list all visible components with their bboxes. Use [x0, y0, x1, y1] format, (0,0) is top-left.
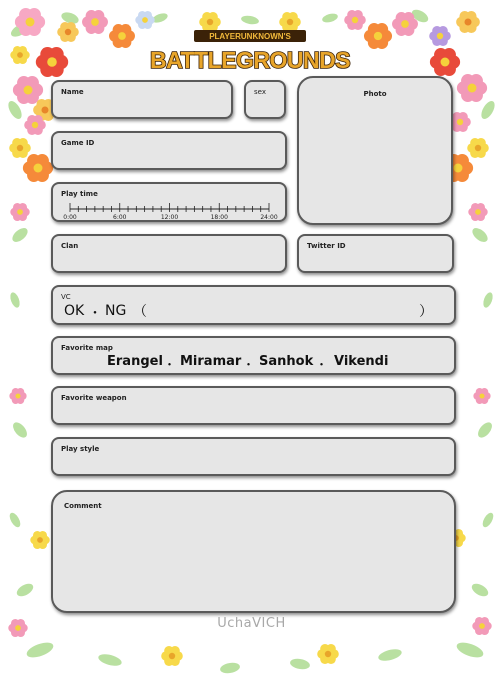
map-option-erangel[interactable]: Erangel — [107, 354, 163, 369]
leaf-decoration — [470, 581, 491, 599]
flower-decoration — [467, 138, 489, 158]
leaf-decoration — [8, 511, 23, 529]
vc-ok-option[interactable]: OK — [64, 303, 85, 319]
play-time-label: Play time — [61, 190, 98, 198]
flower-decoration — [9, 388, 26, 404]
vc-separator: ・ — [88, 306, 102, 322]
leaf-decoration — [240, 14, 259, 25]
flower-decoration — [457, 74, 487, 102]
leaf-decoration — [479, 99, 498, 121]
flower-decoration — [364, 23, 392, 49]
leaf-decoration — [470, 225, 490, 244]
leaf-decoration — [9, 291, 22, 309]
game-id-label: Game ID — [61, 139, 95, 147]
tick-label: 6:00 — [113, 214, 127, 221]
map-option-sanhok[interactable]: Sanhok — [259, 354, 314, 369]
leaf-decoration — [481, 511, 496, 529]
vc-label: VC — [61, 293, 71, 301]
clan-label: Clan — [61, 242, 79, 250]
favorite-weapon-label: Favorite weapon — [61, 394, 127, 402]
leaf-decoration — [97, 652, 123, 668]
twitter-id-field[interactable] — [297, 234, 454, 273]
play-style-field[interactable] — [51, 437, 456, 476]
leaf-decoration — [25, 640, 55, 661]
favorite-weapon-field[interactable] — [51, 386, 456, 425]
leaf-decoration — [482, 291, 495, 309]
flower-decoration — [473, 388, 490, 404]
play-style-label: Play style — [61, 445, 100, 453]
favorite-map-label: Favorite map — [61, 344, 113, 352]
flower-decoration — [10, 203, 29, 221]
flower-decoration — [30, 531, 49, 549]
leaf-decoration — [289, 657, 310, 670]
sex-field[interactable] — [244, 80, 286, 119]
photo-label: Photo — [363, 90, 387, 98]
flower-decoration — [456, 11, 480, 33]
logo-line1: PLAYERUNKNOWN'S — [209, 32, 291, 41]
twitter-id-label: Twitter ID — [307, 242, 346, 250]
game-id-field[interactable] — [51, 131, 287, 170]
leaf-decoration — [475, 420, 494, 440]
map-separator: ・ — [242, 358, 256, 373]
leaf-decoration — [15, 581, 36, 599]
leaf-decoration — [10, 225, 30, 244]
leaf-decoration — [377, 647, 403, 663]
flower-decoration — [429, 26, 451, 46]
tick-label: 0:00 — [63, 214, 77, 221]
clan-field[interactable] — [51, 234, 287, 273]
map-option-vikendi[interactable]: Vikendi — [334, 354, 389, 369]
vc-close-paren: ） — [419, 304, 433, 320]
author-signature: UchaVICH — [217, 616, 286, 631]
tick-label: 12:00 — [160, 214, 179, 221]
pubg-logo — [149, 28, 351, 76]
vc-open-paren: （ — [133, 304, 147, 320]
flower-decoration — [36, 47, 68, 77]
map-separator: ・ — [315, 358, 329, 373]
flower-decoration — [82, 10, 108, 34]
flower-decoration — [430, 48, 460, 76]
tick-label: 24:00 — [260, 214, 278, 221]
leaf-decoration — [321, 12, 339, 24]
flower-decoration — [468, 203, 487, 221]
flower-decoration — [344, 10, 366, 30]
flower-decoration — [23, 154, 53, 182]
photo-field[interactable] — [297, 76, 453, 225]
tick-label: 18:00 — [210, 214, 228, 221]
vc-ng-option[interactable]: NG — [105, 303, 127, 319]
leaf-decoration — [219, 661, 240, 674]
logo-line2: BATTLEGROUNDS — [149, 47, 351, 73]
comment-label: Comment — [64, 502, 102, 510]
flower-decoration — [9, 138, 31, 158]
favorite-map-field[interactable] — [51, 336, 456, 375]
flower-decoration — [10, 46, 29, 64]
flower-decoration — [57, 22, 79, 42]
flower-decoration — [161, 646, 183, 666]
flower-decoration — [13, 76, 43, 104]
map-separator: ・ — [163, 358, 177, 373]
comment-field[interactable] — [51, 490, 456, 613]
flower-decoration — [317, 644, 339, 664]
vc-field[interactable] — [51, 285, 456, 325]
name-field[interactable] — [51, 80, 233, 119]
flower-decoration — [109, 24, 135, 48]
map-option-miramar[interactable]: Miramar — [180, 354, 242, 369]
leaf-decoration — [455, 640, 485, 661]
leaf-decoration — [10, 420, 29, 440]
sex-label: sex — [254, 88, 266, 96]
play-time-field[interactable] — [51, 182, 287, 222]
name-label: Name — [61, 88, 84, 96]
flower-decoration — [135, 11, 154, 29]
